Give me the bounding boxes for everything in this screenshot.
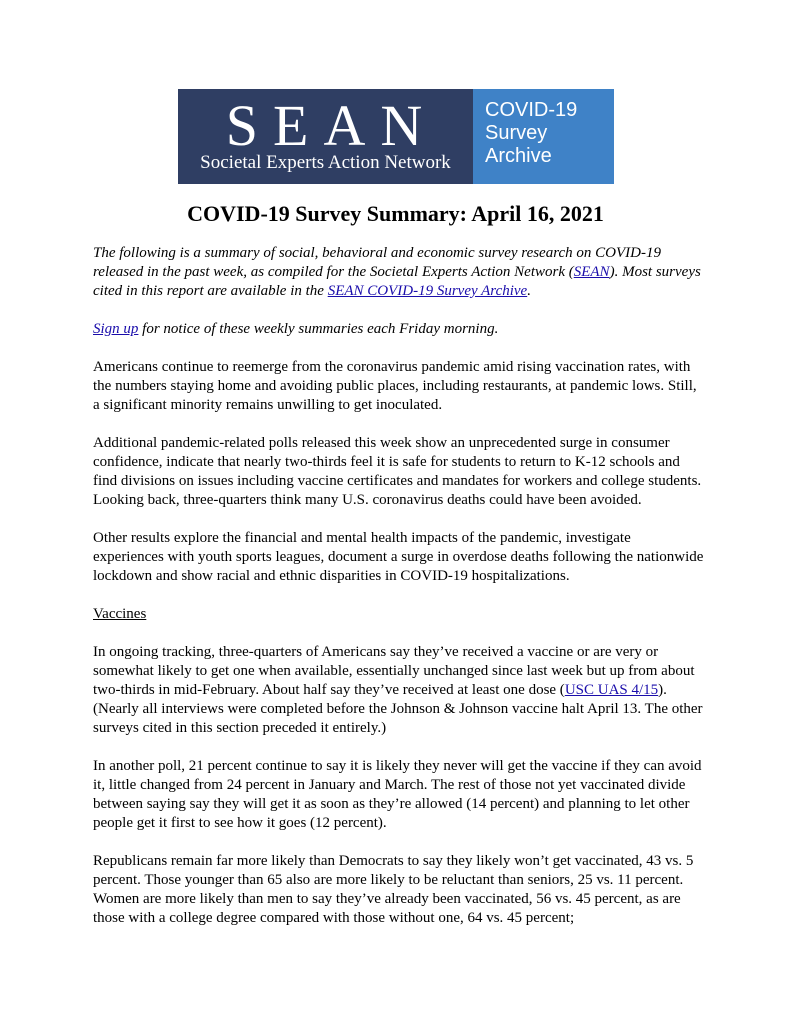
signup-paragraph	[93, 320, 705, 339]
archive-line-1: COVID-19	[485, 99, 578, 121]
document-body	[93, 244, 705, 947]
intro-text-3: .	[527, 283, 531, 299]
vaccine-paragraph-3: Republicans remain far more likely than Democrats to say they likely won’t get vaccinated, 43 vs. 5 percent. Those younger than 65 also are more likely to be reluctant than seniors, 25 vs. 11 percent. Women are more likely than men to say they’ve already been vaccinated, 56 vs. 45 percent, as are those with a college degree compared with those without one, 64 vs. 45 percent;	[93, 853, 694, 926]
summary-paragraph-2: Additional pandemic-related polls released this week show an unprecedented surge in consumer confidence, indicate that nearly two-thirds feel it is safe for students to return to K-12 schools and find divisions on issues including vaccine certificates and mandates for workers and college students. Looking back, three-quarters think many U.S. coronavirus deaths could have been avoided.	[93, 435, 702, 508]
signup-link[interactable]: Sign up	[93, 321, 139, 337]
intro-text-1: The following is a summary of social, behavioral and economic survey research on COVID-19 released in the past week, as compiled for the Societal Experts Action Network (	[93, 245, 661, 280]
intro-paragraph	[93, 244, 705, 301]
archive-logo-block	[473, 89, 614, 184]
intro-text-2: ). Most surveys cited in this report are available in the	[93, 264, 701, 299]
page-title: COVID-19 Survey Summary: April 16, 2021	[187, 201, 604, 226]
sean-wordmark: SEAN	[225, 93, 438, 158]
sean-link[interactable]: SEAN	[573, 264, 610, 280]
sean-logo	[178, 89, 614, 184]
usc-uas-link[interactable]: USC UAS 4/15	[564, 682, 659, 698]
vaccine-p1-text-2: ). (Nearly all interviews were completed before the Johnson & Johnson vaccine halt April 13. The other surveys cited in this section preceded it entirely.)	[93, 682, 703, 736]
vaccine-p1-text-1: In ongoing tracking, three-quarters of Americans say they’ve received a vaccine or are very or somewhat likely to get one when available, essentially unchanged since last week but up from about two-thirds in mid-February. About half say they’ve received at least one dose (	[93, 644, 695, 698]
vaccine-paragraph-2: In another poll, 21 percent continue to say it is likely they never will get the vaccine if they can avoid it, little changed from 24 percent in January and March. The rest of those not yet vaccinated divide between saying say they will get it as soon as they’re allowed (14 percent) and planning to let other people get it first to see how it goes (12 percent).	[93, 758, 702, 831]
archive-line-3: Archive	[485, 145, 552, 167]
sean-logo-wordmark-block	[178, 89, 473, 184]
signup-text: for notice of these weekly summaries each Friday morning.	[138, 321, 499, 337]
summary-paragraph-3: Other results explore the financial and mental health impacts of the pandemic, investigate experiences with youth sports leagues, document a surge in overdose deaths following the nationwide lockdown and show racial and ethnic disparities in COVID-19 hospitalizations.	[93, 530, 704, 584]
section-heading-vaccines: Vaccines	[93, 606, 147, 622]
archive-line-2: Survey	[485, 122, 548, 144]
summary-paragraph-1: Americans continue to reemerge from the coronavirus pandemic amid rising vaccination rates, with the numbers staying home and avoiding public places, including restaurants, at pandemic lows. Still, a significant minority remains unwilling to get inoculated.	[93, 359, 697, 413]
vaccine-paragraph-1	[93, 643, 705, 738]
survey-archive-link[interactable]: SEAN COVID-19 Survey Archive	[327, 283, 528, 299]
sean-tagline: Societal Experts Action Network	[200, 152, 451, 173]
